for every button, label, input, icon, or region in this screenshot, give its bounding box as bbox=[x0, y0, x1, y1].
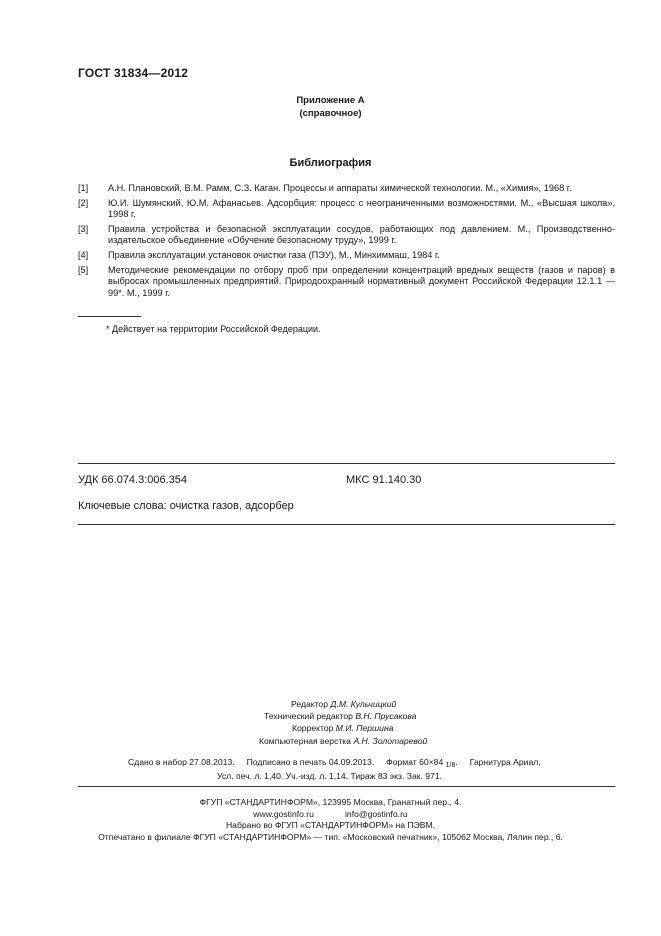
bibliography-item-text: Правила устройства и безопасной эксплуатации сосудов, работающих под давлением. М., Производственно-издательское объединение «Обучение безопасному труду», 1999 г. bbox=[108, 223, 615, 246]
bibliography-title: Библиография bbox=[289, 157, 372, 169]
print-info-line bbox=[128, 757, 541, 769]
bibliography-item bbox=[78, 250, 615, 262]
bibliography-item bbox=[78, 198, 615, 221]
signed-date: Подписано в печать 04.09.2013. bbox=[246, 757, 375, 767]
editor-name: Д.М. Кульчицкий bbox=[330, 699, 397, 709]
bibliography-item-number: [4] bbox=[78, 249, 89, 260]
format-prefix: Формат 60×84 bbox=[386, 757, 444, 767]
layout-name: А.Н. Золотаревой bbox=[353, 735, 428, 746]
bibliography-item-text: Правила эксплуатации установок очистки газа (ПЭУ), М., Минхиммаш, 1984 г. bbox=[108, 249, 440, 260]
printed-note: Отпечатано в филиале ФГУП «СТАНДАРТИНФОРМ» — тип. «Московский печатник», 105062 Москва, Лялин пер., 6. bbox=[98, 831, 563, 842]
publisher-email: info@gostinfo.ru bbox=[345, 808, 408, 819]
bibliography-item-number: [3] bbox=[78, 223, 89, 234]
footnote: * Действует на территории Российской Федерации. bbox=[106, 324, 321, 334]
format-suffix: . bbox=[455, 757, 458, 767]
bibliography-item bbox=[78, 265, 615, 300]
bibliography-item-text: А.Н. Плановский, В.М. Рамм, С.З. Каган. Процессы и аппараты химической технологии. М., «Химия», 1968 г. bbox=[108, 183, 572, 193]
document-header: ГОСТ 31834—2012 bbox=[78, 66, 189, 80]
publisher-address: ФГУП «СТАНДАРТИНФОРМ», 123995 Москва, Гранатный пер., 4. bbox=[199, 797, 462, 807]
tech-editor-label: Технический редактор bbox=[264, 711, 353, 722]
editor-label: Редактор bbox=[291, 699, 328, 709]
format-info bbox=[386, 757, 458, 767]
submitted-date: Сдано в набор 27.08.2013. bbox=[128, 757, 235, 767]
corrector-name: М.И. Першина bbox=[335, 723, 394, 734]
bibliography-item bbox=[78, 183, 615, 195]
classification-bottom-rule bbox=[78, 524, 615, 525]
keywords: Ключевые слова: очистка газов, адсорбер bbox=[78, 500, 294, 512]
publisher-block bbox=[0, 797, 661, 843]
format-fraction: 1/8 bbox=[445, 762, 456, 769]
footnote-divider bbox=[78, 316, 141, 317]
bibliography-item-text: Ю.И. Шумянский, Ю.М. Афанасьев. Адсорбция: процесс с неограниченными возможностями. М., «Высшая школа», 1998 г. bbox=[108, 197, 615, 220]
print-volume-line: Усл. печ. л. 1,40. Уч.-изд. л. 1,14. Тираж 83 экз. Зак. 971. bbox=[217, 771, 442, 781]
appendix-subtitle: (справочное) bbox=[299, 108, 362, 119]
layout-label: Компьютерная верстка bbox=[259, 735, 352, 746]
udk-code: УДК 66.074.3:006.354 bbox=[78, 474, 188, 486]
tech-editor-name: В.Н. Прусакова bbox=[355, 711, 417, 722]
publisher-rule bbox=[78, 786, 615, 787]
corrector-label: Корректор bbox=[292, 723, 334, 734]
classification-top-rule bbox=[78, 463, 615, 464]
mks-code: МКС 91.140.30 bbox=[346, 474, 422, 486]
bibliography-item-number: [2] bbox=[78, 197, 89, 208]
editor-line bbox=[0, 698, 661, 710]
bibliography-list bbox=[78, 183, 615, 302]
bibliography-item-number: [1] bbox=[78, 183, 89, 193]
layout-line bbox=[0, 735, 661, 747]
bibliography-item-text: Методические рекомендации по отбору проб при определении концентраций вредных веществ (газов и паров) в выбросах промышленных предприятий. Природоохранный нормативный документ Российской Федерации 12.1.1 — 99*. М., 1999 г. bbox=[108, 264, 615, 298]
credits-block bbox=[0, 698, 661, 747]
typeface-info: Гарнитура Ариал. bbox=[469, 757, 541, 767]
typeset-note: Набрано во ФГУП «СТАНДАРТИНФОРМ» на ПЭВМ. bbox=[225, 820, 436, 831]
bibliography-item bbox=[78, 224, 615, 247]
tech-editor-line bbox=[0, 710, 661, 722]
publisher-contacts bbox=[0, 809, 661, 821]
publisher-website: www.gostinfo.ru bbox=[253, 808, 314, 819]
bibliography-item-number: [5] bbox=[78, 264, 89, 275]
appendix-title: Приложение А bbox=[296, 95, 365, 106]
corrector-line bbox=[0, 722, 661, 734]
